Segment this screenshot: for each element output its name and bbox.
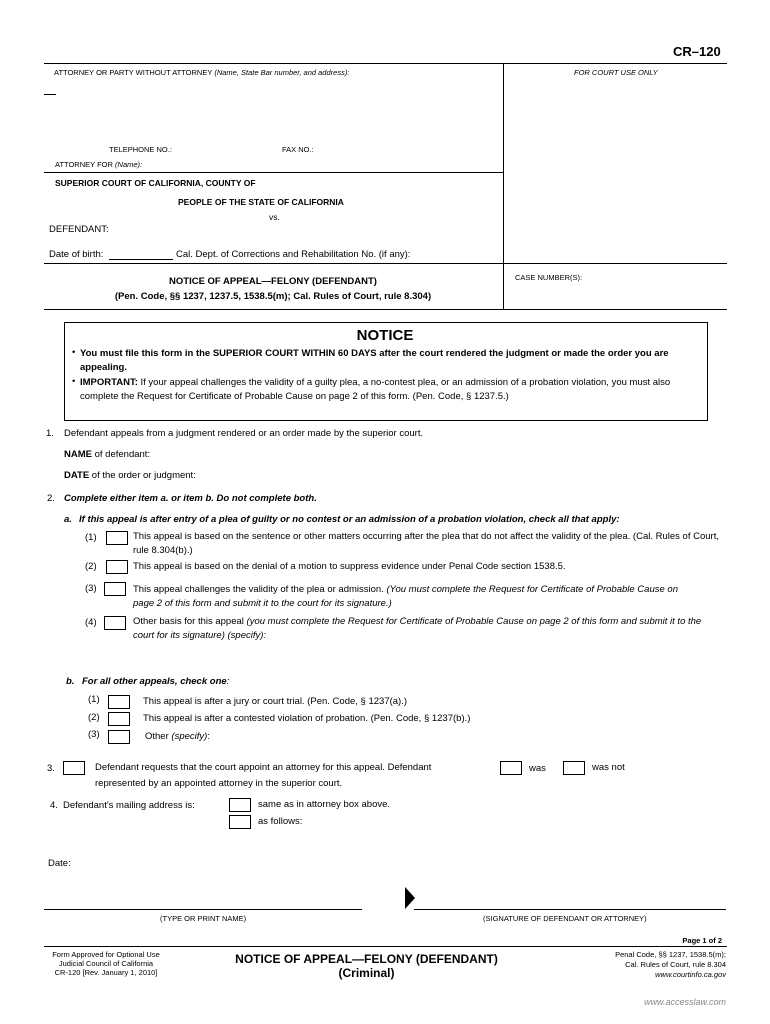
item2b-opt3-text: Other (specify):: [145, 731, 210, 742]
notice-heading: NOTICE: [356, 327, 414, 344]
item2a-opt3-checkbox[interactable]: [104, 582, 126, 596]
fax-label: FAX NO.:: [282, 145, 314, 154]
item2b-opt3-checkbox[interactable]: [108, 730, 130, 744]
defendant-label: DEFENDANT:: [49, 224, 109, 235]
item2-text: Complete either item a. or item b. Do not complete both.: [64, 493, 317, 504]
approved-line-3: CR-120 [Rev. January 1, 2010]: [54, 968, 158, 977]
item1-text: Defendant appeals from a judgment rendered or an order made by the superior court.: [64, 428, 424, 439]
approved-line-2: Judicial Council of California: [58, 959, 154, 968]
telephone-label: TELEPHONE NO.:: [109, 145, 172, 154]
footer-rule: [44, 946, 727, 947]
item2a-opt3-number: (3): [85, 583, 97, 594]
caption-bottom-border: [44, 309, 727, 310]
item1-number: 1.: [46, 428, 54, 439]
cdcr-label: Cal. Dept. of Corrections and Rehabilitation No. (if any):: [176, 249, 411, 260]
item2a-opt2-checkbox[interactable]: [106, 560, 128, 574]
caption-mark: [44, 94, 56, 95]
item2a-opt1-number: (1): [85, 532, 97, 543]
people-label: PEOPLE OF THE STATE OF CALIFORNIA: [178, 197, 344, 207]
form-title-line2: (Pen. Code, §§ 1237, 1237.5, 1538.5(m); Cal. Rules of Court, rule 8.304): [114, 291, 432, 302]
signature-line[interactable]: [414, 909, 726, 910]
caption-divider: [44, 172, 503, 173]
citation-link[interactable]: www.courtinfo.ca.gov: [655, 970, 726, 979]
item4-number: 4.: [50, 800, 58, 811]
item3-was-checkbox[interactable]: [500, 761, 522, 775]
item2b-opt1-text: This appeal is after a jury or court trial. (Pen. Code, § 1237(a).): [143, 696, 408, 707]
item2b-opt2-text: This appeal is after a contested violation of probation. (Pen. Code, § 1237(b).): [143, 713, 471, 724]
item3-was-label: was: [529, 763, 546, 774]
print-name-caption: (TYPE OR PRINT NAME): [160, 914, 247, 923]
dob-line[interactable]: [109, 259, 173, 260]
form-approved-block: [36, 950, 176, 977]
item2a-text: If this appeal is after entry of a plea of guilty or no contest or an admission of a probation violation, check all that apply:: [79, 514, 620, 525]
item4-text: Defendant's mailing address is:: [63, 800, 195, 811]
attorney-label: ATTORNEY OR PARTY WITHOUT ATTORNEY (Name, State Bar number, and address):: [54, 68, 350, 77]
item2b-opt2-number: (2): [88, 712, 100, 723]
bullet-1: •: [72, 347, 76, 358]
item2b-opt3-number: (3): [88, 729, 100, 740]
item3-was-not-checkbox[interactable]: [563, 761, 585, 775]
item2a-opt4-text: Other basis for this appeal (you must complete the Request for Certificate of Probable Cause on page 2 of this form and submit it to the court for its signature) (specify):: [133, 616, 702, 641]
case-number-label: CASE NUMBER(S):: [515, 273, 583, 282]
item2b-label: b.: [66, 676, 75, 687]
vs-label: vs.: [269, 212, 280, 222]
item2b-text: For all other appeals, check one:: [82, 676, 230, 687]
item2b-opt1-number: (1): [88, 694, 100, 705]
item2a-opt1-text: This appeal is based on the sentence or other matters occurring after the plea that do not affect the validity of the plea. (Cal. Rules of Court, rule 8.304(b).): [133, 531, 719, 556]
item2a-opt4-number: (4): [85, 617, 97, 628]
item2a-opt4-checkbox[interactable]: [104, 616, 126, 630]
defendant-name-label: NAME of defendant:: [64, 449, 151, 460]
item3-number: 3.: [47, 763, 55, 774]
item4-same-checkbox[interactable]: [229, 798, 251, 812]
item3-checkbox[interactable]: [63, 761, 85, 775]
dob-label: Date of birth:: [49, 249, 104, 260]
form-title-line1: NOTICE OF APPEAL—FELONY (DEFENDANT): [169, 276, 377, 287]
item2a-opt2-text: This appeal is based on the denial of a motion to suppress evidence under Penal Code section 1538.5.: [133, 561, 566, 572]
item2-number: 2.: [47, 493, 55, 504]
attorney-for-label: ATTORNEY FOR (Name):: [55, 160, 143, 169]
signature-arrow-icon: [405, 887, 415, 909]
bullet-2: •: [72, 376, 76, 387]
caption-divider: [503, 63, 504, 309]
item2b-opt2-checkbox[interactable]: [108, 712, 130, 726]
item4-follows-label: as follows:: [258, 816, 303, 827]
footer-title-line2: (Criminal): [338, 966, 395, 980]
approved-line-1: Form Approved for Optional Use: [52, 950, 160, 959]
item2a-label: a.: [64, 514, 72, 525]
item2a-opt1-checkbox[interactable]: [106, 531, 128, 545]
item3-line2: represented by an appointed attorney in the superior court.: [95, 778, 343, 789]
caption-divider: [44, 263, 727, 264]
print-name-line[interactable]: [44, 909, 362, 910]
item3-text: Defendant requests that the court appoint an attorney for this appeal. Defendant: [95, 762, 432, 773]
item2b-opt1-checkbox[interactable]: [108, 695, 130, 709]
item4-follows-checkbox[interactable]: [229, 815, 251, 829]
footer-title-line1: NOTICE OF APPEAL—FELONY (DEFENDANT): [235, 952, 498, 966]
watermark-link[interactable]: www.accesslaw.com: [643, 997, 726, 1007]
citation-block: [560, 950, 726, 980]
form-number: CR–120: [673, 44, 721, 59]
signature-caption: (SIGNATURE OF DEFENDANT OR ATTORNEY): [483, 914, 647, 923]
notice-bullet-1: You must file this form in the SUPERIOR COURT WITHIN 60 DAYS after the court rendered the judgment or made the order you are appealing.: [80, 348, 669, 373]
item2a-opt3-text: This appeal challenges the validity of the plea or admission. (You must complete the Request for Certificate of Probable Cause on page 2 of this form and submit it to the court for its signature.): [133, 584, 678, 609]
citation-line-2: Cal. Rules of Court, rule 8.304: [625, 960, 726, 969]
notice-bullet-2: IMPORTANT: If your appeal challenges the validity of a guilty plea, a no-contest plea, or an admission of a probation violation, you must also complete the Request for Certificate of Probable Cause on page 2 of this form. (Pen. Code, § 1237.5.): [80, 377, 671, 402]
court-label: SUPERIOR COURT OF CALIFORNIA, COUNTY OF: [55, 178, 256, 188]
item2a-opt2-number: (2): [85, 561, 97, 572]
court-use-label: FOR COURT USE ONLY: [574, 68, 658, 77]
citation-line-1: Penal Code, §§ 1237, 1538.5(m);: [615, 950, 726, 959]
caption-top-border: [44, 63, 727, 64]
order-date-label: DATE of the order or judgment:: [64, 470, 196, 481]
item4-same-label: same as in attorney box above.: [258, 799, 391, 810]
item3-was-not-label: was not: [592, 762, 625, 773]
date-label: Date:: [48, 858, 71, 869]
page-number: Page 1 of 2: [682, 936, 722, 945]
